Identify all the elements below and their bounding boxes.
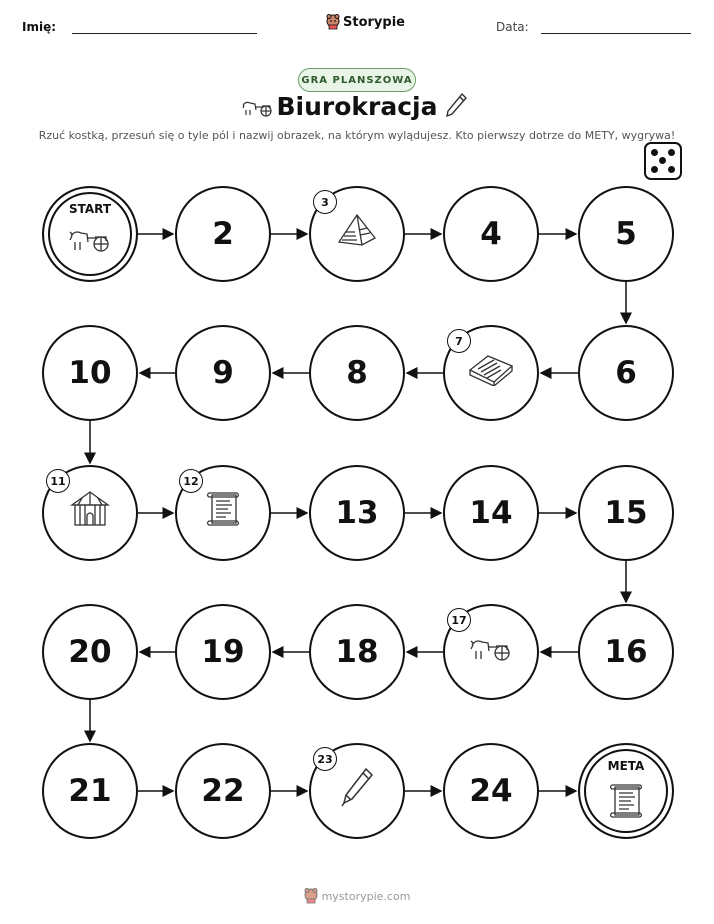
- board-space: [578, 465, 674, 561]
- page-title: Biurokracja: [276, 92, 438, 121]
- space-number: 10: [68, 355, 112, 391]
- scroll-icon: [607, 781, 645, 829]
- space-number-tag: 23: [313, 747, 337, 771]
- space-number: 5: [615, 216, 637, 252]
- board-space: [578, 604, 674, 700]
- board-space: [175, 186, 271, 282]
- space-number: 13: [335, 495, 379, 531]
- bear-mascot-icon: [304, 888, 318, 904]
- board-space: [443, 465, 539, 561]
- scroll-icon: [204, 489, 242, 537]
- hut-icon: [68, 489, 112, 537]
- board-space: [175, 325, 271, 421]
- pencil-icon: [338, 766, 376, 816]
- chariot-icon: [469, 633, 513, 671]
- space-number: 6: [615, 355, 637, 391]
- space-number: 24: [469, 773, 513, 809]
- brand-name: Storypie: [343, 14, 405, 30]
- space-number: 8: [346, 355, 368, 391]
- space-number: 2: [212, 216, 234, 252]
- board-space: [578, 743, 674, 839]
- space-number: 14: [469, 495, 513, 531]
- chariot-icon: [68, 224, 112, 262]
- finish-label: META: [607, 759, 645, 773]
- space-number-tag: 7: [447, 329, 471, 353]
- board-space: [42, 743, 138, 839]
- space-number-tag: 3: [313, 190, 337, 214]
- game-type-badge: GRA PLANSZOWA: [298, 68, 416, 92]
- space-number: 18: [335, 634, 379, 670]
- board-space: [309, 325, 405, 421]
- space-number: 16: [604, 634, 648, 670]
- space-number: 15: [604, 495, 648, 531]
- board-space: [175, 604, 271, 700]
- board-space: [443, 743, 539, 839]
- space-number-tag: 11: [46, 469, 70, 493]
- clay-tablet-icon: [466, 352, 516, 394]
- board-space: [42, 325, 138, 421]
- instructions: Rzuć kostką, przesuń się o tyle pól i nazwij obrazek, na którym wylądujesz. Kto pierwszy dotrze do METY, wygrywa!: [38, 129, 676, 142]
- footer-url: mystorypie.com: [321, 889, 411, 903]
- board-space: [578, 325, 674, 421]
- start-label: START: [68, 202, 112, 216]
- board-space: [42, 186, 138, 282]
- name-label: Imię:: [22, 20, 57, 34]
- space-number: 9: [212, 355, 234, 391]
- space-number: 19: [201, 634, 245, 670]
- space-number: 21: [68, 773, 112, 809]
- pyramid-icon: [336, 212, 378, 256]
- board-space: [578, 186, 674, 282]
- board-space: [175, 743, 271, 839]
- date-label: Data:: [496, 20, 529, 34]
- board-space: [443, 186, 539, 282]
- space-number: 20: [68, 634, 112, 670]
- space-number-tag: 12: [179, 469, 203, 493]
- board-space: [309, 604, 405, 700]
- space-number: 22: [201, 773, 245, 809]
- space-number: 4: [480, 216, 502, 252]
- board-space: [42, 604, 138, 700]
- footer: [0, 888, 714, 904]
- space-number-tag: 17: [447, 608, 471, 632]
- board-space: [309, 465, 405, 561]
